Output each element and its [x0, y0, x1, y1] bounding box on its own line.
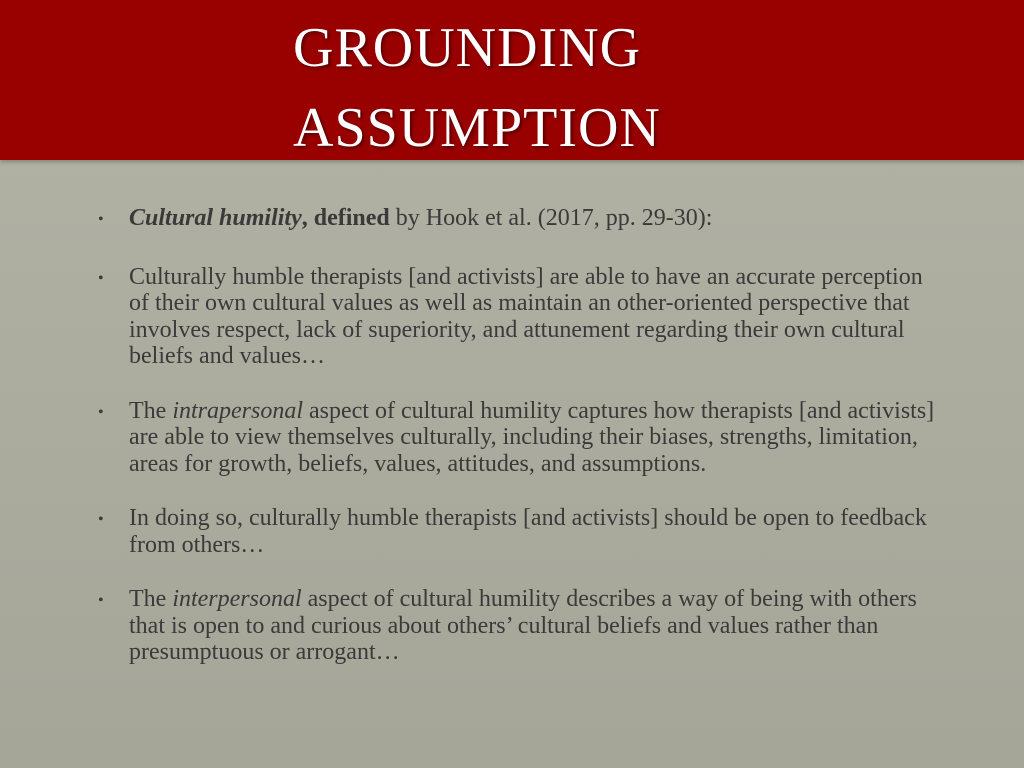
term-interpersonal: interpersonal — [172, 586, 302, 612]
bullet-icon: • — [98, 403, 104, 421]
bullet-pre: The — [129, 586, 167, 612]
bullet-icon: • — [98, 592, 104, 609]
bullet-interpersonal — [96, 586, 936, 666]
bullet-post: aspect of cultural humility captures how therapists [and activists] are able to view themselves culturally, including their biases, strengths, limitation, areas for growth, beliefs, values, attitudes, and assumptions. — [129, 397, 935, 477]
bullet-list — [96, 205, 936, 666]
bullet-text: In doing so, culturally humble therapists [and activists] should be open to feedback from others… — [129, 505, 927, 558]
bullet-culturally-humble — [96, 264, 936, 370]
bullet-icon: • — [98, 511, 104, 528]
bullet-text: Culturally humble therapists [and activists] are able to have an accurate perception of their own cultural values as well as maintain an other-oriented perspective that involves respect, lack of superiority, and attunement regarding their own cultural beliefs and values… — [129, 263, 923, 369]
bullet-intrapersonal — [96, 398, 936, 478]
term-cultural-humility: Cultural humility — [129, 205, 302, 231]
citation-text: by Hook et al. (2017, pp. 29-30): — [395, 205, 713, 231]
bullet-post: aspect of cultural humility describes a way of being with others that is open to and curious about others’ cultural beliefs and values rather than presumptuous or arrogant… — [129, 586, 917, 665]
bullet-definition — [96, 205, 936, 232]
slide-title-line-2: assumption — [293, 76, 661, 164]
term-intrapersonal: intrapersonal — [172, 397, 303, 424]
bullet-pre: The — [129, 397, 167, 424]
bullet-open-to-feedback — [96, 505, 936, 558]
slide-title-line-1: grounding — [293, 0, 642, 84]
term-comma: , — [301, 205, 308, 231]
bullet-icon: • — [98, 269, 104, 287]
slide-title — [293, 0, 993, 164]
defined-label: defined — [313, 205, 390, 231]
title-bar — [0, 0, 1024, 164]
bullet-icon: • — [98, 211, 104, 228]
